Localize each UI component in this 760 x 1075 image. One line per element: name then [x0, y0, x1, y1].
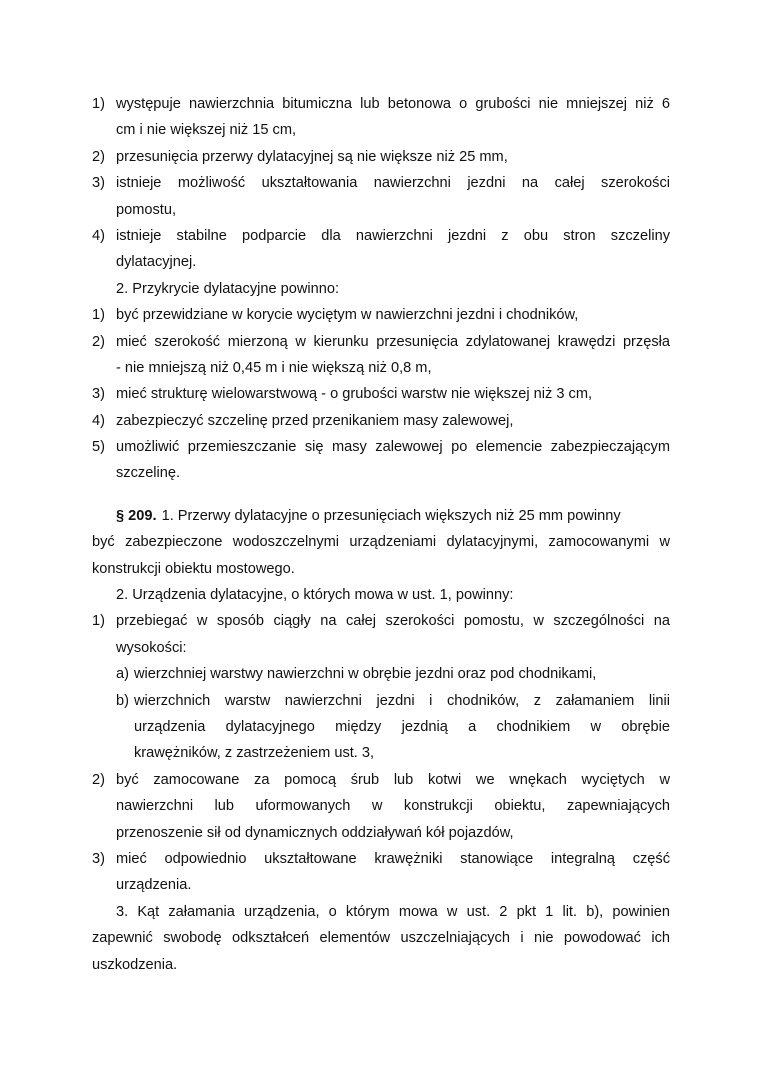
section-heading: § 209. — [116, 507, 157, 524]
paragraph-ust2-intro: 2. Urządzenia dylatacyjne, o których mowa w ust. 1, powinny: — [116, 587, 514, 604]
sub-item — [92, 688, 670, 767]
item-text-line: - nie mniejszą niż 0,45 m i nie większą niż 0,8 m, — [116, 359, 432, 376]
conditions-list — [92, 91, 670, 276]
section-text-line: uszkodzenia. — [92, 956, 178, 973]
document-page — [92, 91, 670, 978]
item-text-line: szczelinę. — [116, 465, 181, 482]
list-item — [92, 767, 670, 846]
item-number: 4) — [92, 227, 105, 244]
item-number: 2) — [92, 148, 105, 165]
list-item — [92, 408, 670, 434]
paragraph-ust2-intro: 2. Przykrycie dylatacyjne powinno: — [116, 280, 340, 297]
paragraph-ust3 — [92, 899, 670, 978]
item-text-line: występuje nawierzchnia bitumiczna lub betonowa o grubości nie mniejszej niż 6 — [116, 96, 670, 112]
item-number: 2) — [92, 333, 105, 350]
item-text-line: zabezpieczyć szczelinę przed przenikaniem masy zalewowej, — [116, 412, 514, 429]
list-item — [92, 223, 670, 276]
item-number: 3) — [92, 386, 105, 403]
list-item — [92, 434, 670, 487]
item-text-line: wierzchniej warstwy nawierzchni w obrębie jezdni oraz pod chodnikami, — [134, 666, 597, 683]
item-number: 4) — [92, 412, 105, 429]
item-number: 3) — [92, 175, 105, 192]
section-text-line: 3. Kąt załamania urządzenia, o którym mowa w ust. 2 pkt 1 lit. b), powinien — [116, 903, 670, 920]
list-item — [92, 329, 670, 382]
item-text-line: istnieje stabilne podparcie dla nawierzchni jezdni z obu stron szczeliny — [116, 227, 670, 244]
item-text-line: być przewidziane w korycie wyciętym w nawierzchni jezdni i chodników, — [116, 307, 579, 324]
section-text-line: być zabezpieczone wodoszczelnymi urządzeniami dylatacyjnymi, zamocowanymi w — [92, 534, 670, 551]
sub-item-letter: a) — [116, 666, 129, 683]
section-text-line: zapewnić swobodę odkształceń elementów uszczelniających i nie powodować ich — [92, 930, 670, 947]
list-item — [92, 91, 670, 144]
item-text-line: krawężników, z zastrzeżeniem ust. 3, — [134, 745, 375, 762]
item-text-line: mieć szerokość mierzoną w kierunku przesunięcia zdylatowanej krawędzi przęsła — [116, 333, 670, 350]
list-item — [92, 381, 670, 407]
item-text-line: przebiegać w sposób ciągły na całej szerokości pomostu, w szczególności na — [116, 613, 670, 630]
item-text-line: istnieje możliwość ukształtowania nawierzchni jezdni na całej szerokości — [116, 175, 670, 192]
item-text-line: przesunięcia przerwy dylatacyjnej są nie większe niż 25 mm, — [116, 148, 508, 165]
item-text-line: cm i nie większej niż 15 cm, — [116, 122, 297, 139]
item-text-line: przenoszenie sił od dynamicznych oddziaływań kół pojazdów, — [116, 824, 514, 841]
item-text-line: mieć strukturę wielowarstwową - o grubości warstw nie większej niż 3 cm, — [116, 386, 593, 403]
list-item — [92, 170, 670, 223]
sub-item — [92, 661, 670, 687]
item-text-line: mieć odpowiednio ukształtowane krawężniki stanowiące integralną część — [116, 850, 670, 867]
item-text-line: dylatacyjnej. — [116, 254, 197, 271]
list-item — [92, 846, 670, 899]
item-text-line: być zamocowane za pomocą śrub lub kotwi we wnękach wyciętych w — [116, 771, 670, 788]
item-number: 1) — [92, 307, 105, 324]
item-text-line: urządzenia. — [116, 877, 192, 894]
list-item — [92, 144, 670, 170]
item-number: 1) — [92, 96, 105, 112]
item-text-line: pomostu, — [116, 201, 177, 218]
list-item — [92, 302, 670, 328]
item-text-line: wierzchnich warstw nawierzchni jezdni i chodników, z załamaniem linii — [134, 692, 670, 709]
ust2-list — [92, 302, 670, 487]
item-text-line: wysokości: — [116, 639, 187, 656]
sub-item-letter: b) — [116, 692, 129, 709]
item-text-line: nawierzchni lub uformowanych w konstrukcji obiektu, zapewniających — [116, 798, 670, 815]
section-209 — [92, 503, 670, 978]
item-text-line: umożliwić przemieszczanie się masy zalewowej po elemencie zabezpieczającym — [116, 439, 670, 456]
list-item — [92, 608, 670, 661]
item-number: 5) — [92, 439, 105, 456]
item-number: 2) — [92, 771, 105, 788]
section-text-line: 1. Przerwy dylatacyjne o przesunięciach większych niż 25 mm powinny — [161, 507, 621, 524]
item-number: 1) — [92, 613, 105, 630]
item-number: 3) — [92, 850, 105, 867]
section-text-line: konstrukcji obiektu mostowego. — [92, 560, 295, 577]
item-text-line: urządzenia dylatacyjnego między jezdnią a chodnikiem w obrębie — [134, 718, 670, 735]
